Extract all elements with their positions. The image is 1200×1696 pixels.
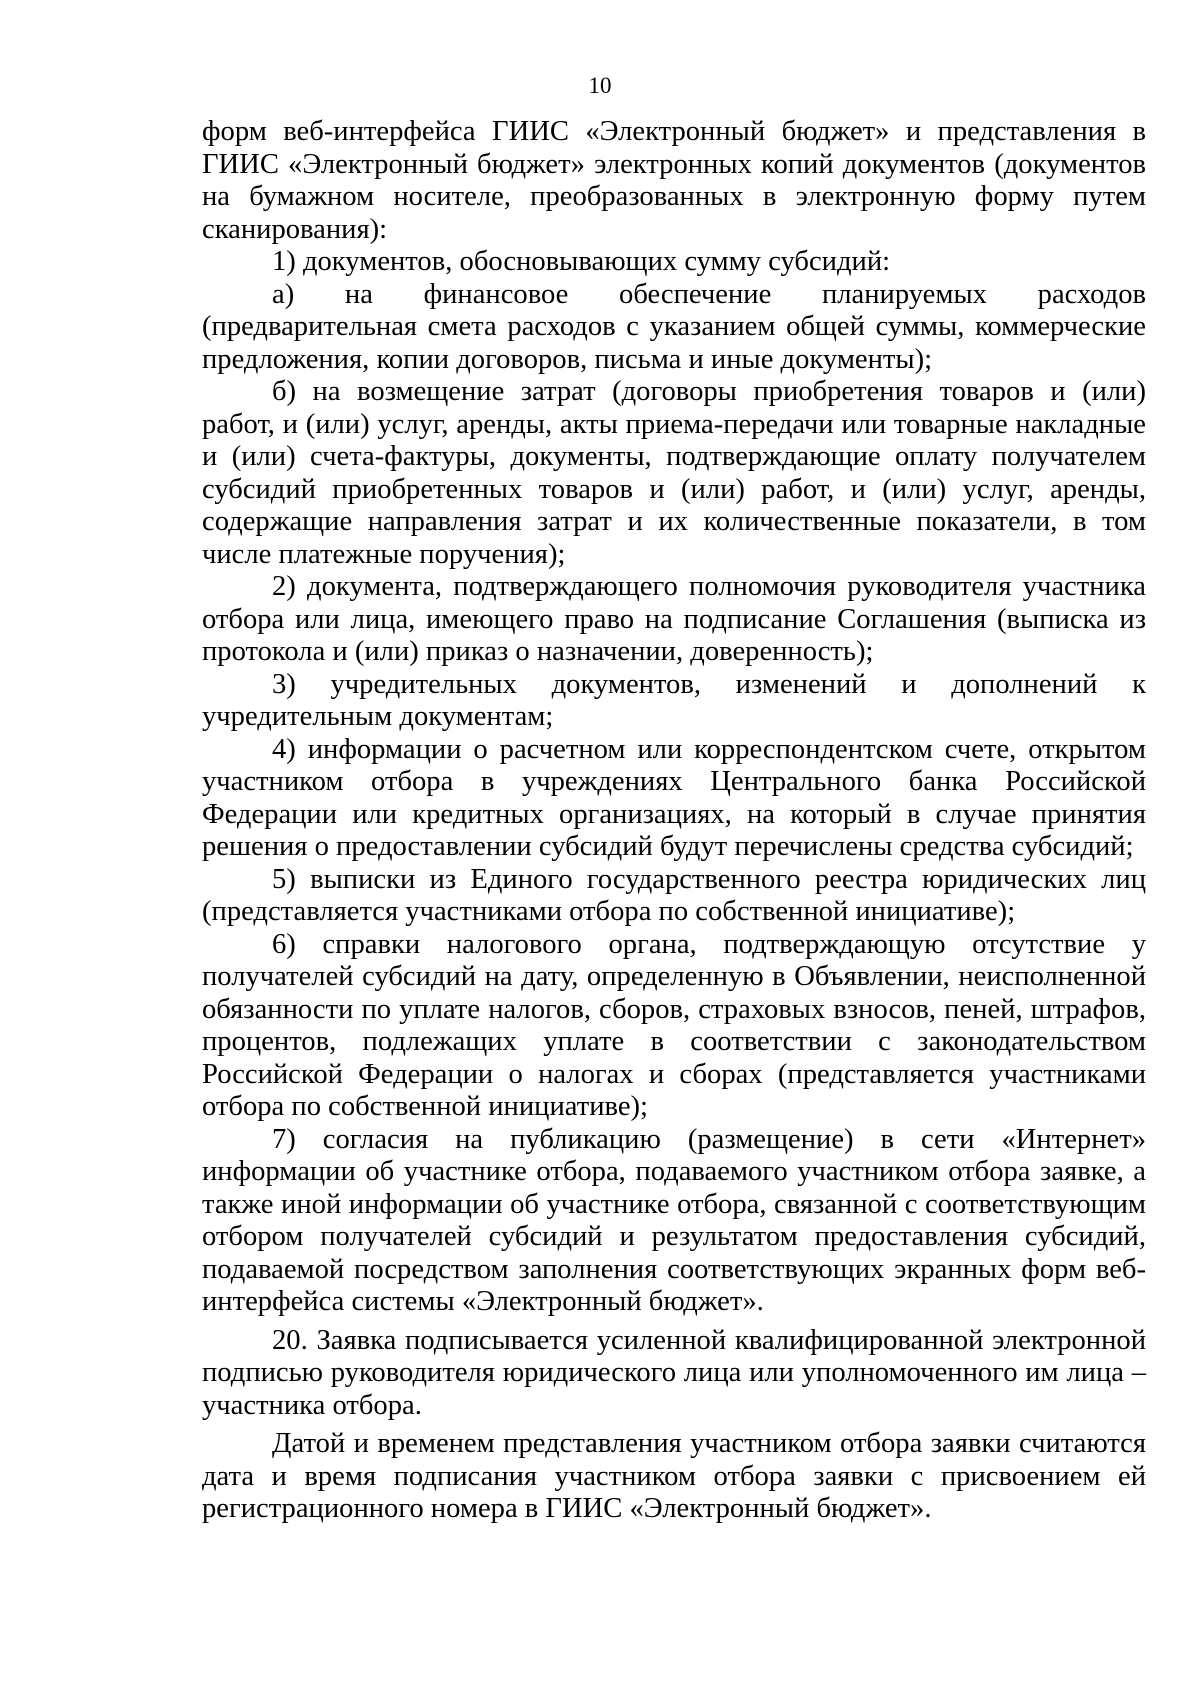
document-body — [202, 116, 1146, 1526]
page-number: 10 — [588, 73, 612, 98]
paragraph-intro-continuation: форм веб-интерфейса ГИИС «Электронный бюджет» и представления в ГИИС «Электронный бюджет» электронных копий документов (документов на бумажном носителе, преобразованных в электронную форму путем сканирования): — [202, 116, 1146, 245]
list-subitem-b: б) на возмещение затрат (договоры приобретения товаров и (или) работ, и (или) услуг, аренды, акты приема-передачи или товарные накладные и (или) счета-фактуры, документы, подтверждающие оплату получателем субсидий приобретенных товаров и (или) работ, и (или) услуг, аренды, содержащие направления затрат и их количественные показатели, в том числе платежные поручения); — [202, 376, 1146, 570]
clause-20: 20. Заявка подписывается усиленной квалифицированной электронной подписью руководителя юридического лица или уполномоченного им лица – участника отбора. — [202, 1324, 1146, 1421]
list-item-3: 3) учредительных документов, изменений и дополнений к учредительным документам; — [202, 668, 1146, 732]
list-item-1: 1) документов, обосновывающих сумму субсидий: — [272, 246, 891, 277]
paragraph-submission-date: Датой и временем представления участником отбора заявки считаются дата и время подписания участником отбора заявки с присвоением ей регистрационного номера в ГИИС «Электронный бюджет». — [202, 1428, 1146, 1524]
list-item-2: 2) документа, подтверждающего полномочия руководителя участника отбора или лица, имеющего право на подписание Соглашения (выписка из протокола и (или) приказ о назначении, доверенность); — [202, 571, 1146, 667]
list-item-5: 5) выписки из Единого государственного реестра юридических лиц (представляется участниками отбора по собственной инициативе); — [202, 863, 1146, 927]
list-item-6: 6) справки налогового органа, подтверждающую отсутствие у получателей субсидий на дату, определенную в Объявлении, неисполненной обязанности по уплате налогов, сборов, страховых взносов, пеней, штрафов, процентов, подлежащих уплате в соответствии с законодательством Российской Федерации о налогах и сборах (представляется участниками отбора по собственной инициативе); — [202, 928, 1146, 1122]
list-item-7: 7) согласия на публикацию (размещение) в сети «Интернет» информации об участнике отбора, подаваемого участником отбора заявке, а также иной информации об участнике отбора, связанной с соответствующим отбором получателей субсидий и результатом предоставления субсидий, подаваемой посредством заполнения соответствующих экранных форм веб-интерфейса системы «Электронный бюджет». — [202, 1123, 1146, 1317]
list-item-4: 4) информации о расчетном или корреспондентском счете, открытом участником отбора в учреждениях Центрального банка Российской Федерации или кредитных организациях, на который в случае принятия решения о предоставлении субсидий будут перечислены средства субсидий; — [202, 733, 1146, 862]
list-subitem-a: а) на финансовое обеспечение планируемых расходов (предварительная смета расходов с указанием общей суммы, коммерческие предложения, копии договоров, письма и иные документы); — [202, 278, 1146, 375]
